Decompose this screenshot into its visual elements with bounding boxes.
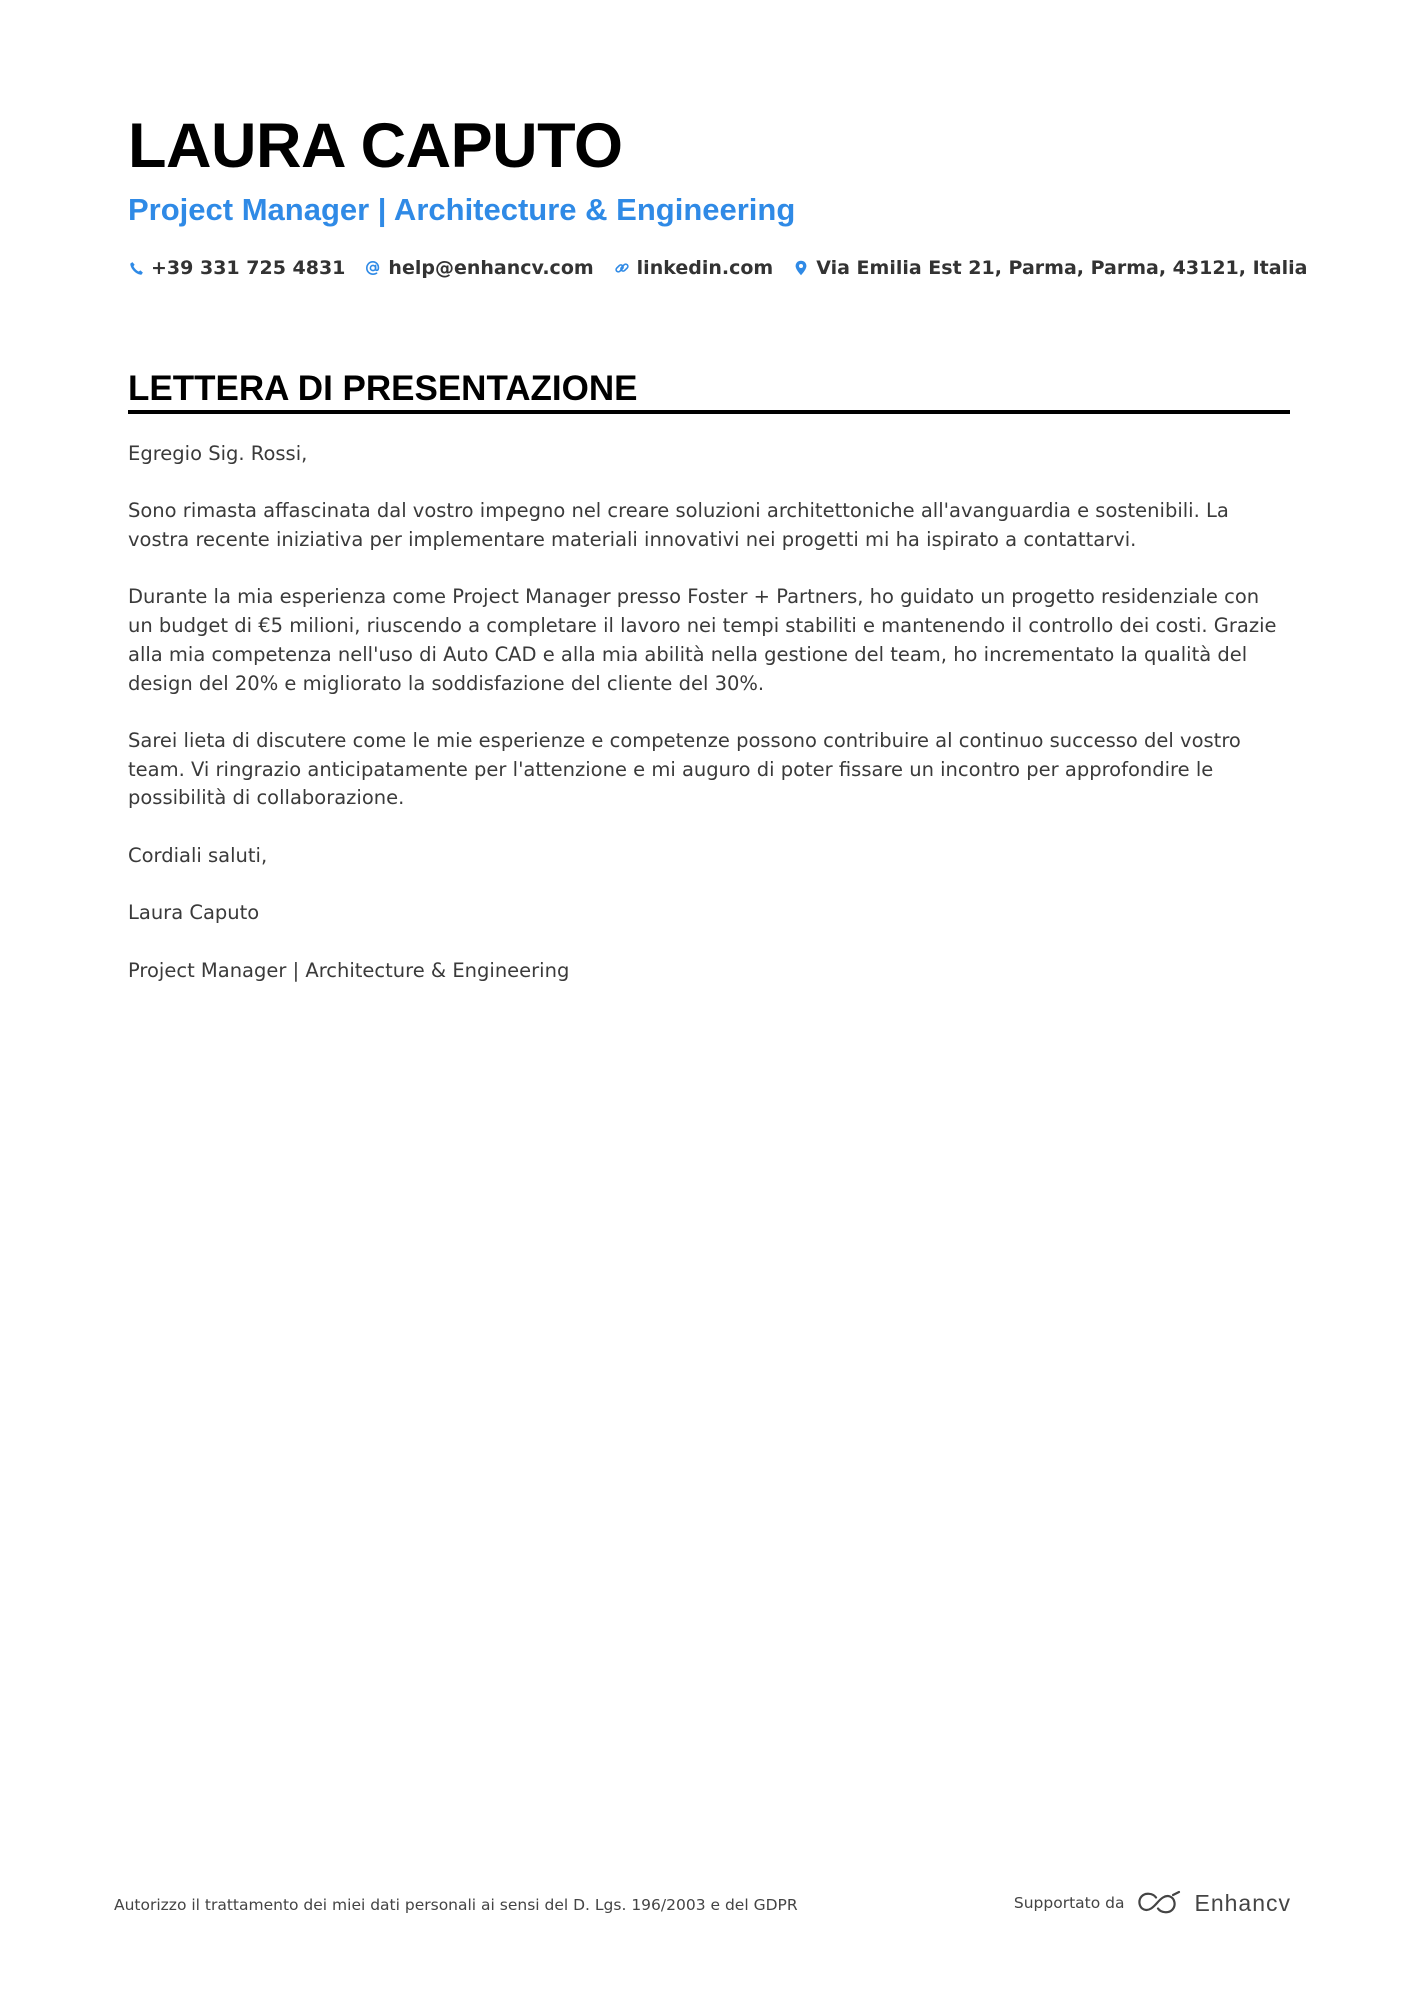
enhancv-logo-icon xyxy=(1136,1890,1182,1916)
candidate-name: LAURA CAPUTO xyxy=(128,111,623,181)
candidate-title: Project Manager | Architecture & Engineering xyxy=(128,192,796,227)
contact-address xyxy=(793,257,1307,279)
contact-linkedin-text: linkedin.com xyxy=(636,257,774,279)
letter-closing: Cordiali saluti, xyxy=(128,843,268,867)
link-icon xyxy=(614,260,630,276)
letter-paragraph-1: Sono rimasta affascinata dal vostro impegno nel creare soluzioni architettoniche all'avanguardia e sostenibili. La vostra recente iniziativa per implementare materiali innovativi nei progetti mi ha ispirato a contattarvi. xyxy=(128,499,1229,552)
signature-title: Project Manager | Architecture & Engineering xyxy=(128,958,570,982)
contact-linkedin[interactable] xyxy=(614,257,774,279)
section-title: LETTERA DI PRESENTAZIONE xyxy=(128,369,638,408)
contact-email[interactable] xyxy=(365,257,593,279)
phone-icon xyxy=(128,260,144,276)
enhancv-brand-name: Enhancv xyxy=(1194,1889,1291,1916)
letter-body xyxy=(128,440,1278,1014)
location-pin-icon xyxy=(793,260,809,276)
contact-phone-text: +39 331 725 4831 xyxy=(151,257,346,279)
gdpr-consent-text: Autorizzo il trattamento dei miei dati personali ai sensi del D. Lgs. 196/2003 e del GDPR xyxy=(114,1896,798,1914)
contact-email-text: help@enhancv.com xyxy=(388,257,594,279)
letter-paragraph-2: Durante la mia esperienza come Project Manager presso Foster + Partners, ho guidato un progetto residenziale con un budget di €5 milioni, riuscendo a completare il lavoro nei tempi stabiliti e mantenendo il controllo dei costi. Grazie alla mia competenza nell'uso di Auto CAD e alla mia abilità nella gestione del team, ho incrementato la qualità del design del 20% e migliorato la soddisfazione del cliente del 30%. xyxy=(128,585,1277,695)
signature-name: Laura Caputo xyxy=(128,901,260,925)
letter-salutation: Egregio Sig. Rossi, xyxy=(128,442,308,465)
powered-by-label: Supportato da xyxy=(1013,1894,1125,1912)
contact-bar xyxy=(128,252,1327,284)
contact-address-text: Via Emilia Est 21, Parma, Parma, 43121, Italia xyxy=(816,257,1308,279)
letter-paragraph-3: Sarei lieta di discutere come le mie esperienze e competenze possono contribuire al continuo successo del vostro team. Vi ringrazio anticipatamente per l'attenzione e mi auguro di poter fissare un incontro per approfondire le possibilità di collaborazione. xyxy=(128,728,1241,810)
powered-by[interactable] xyxy=(1014,1886,1291,1920)
contact-phone[interactable] xyxy=(128,257,345,279)
section-divider xyxy=(128,410,1290,414)
at-icon xyxy=(365,260,381,276)
